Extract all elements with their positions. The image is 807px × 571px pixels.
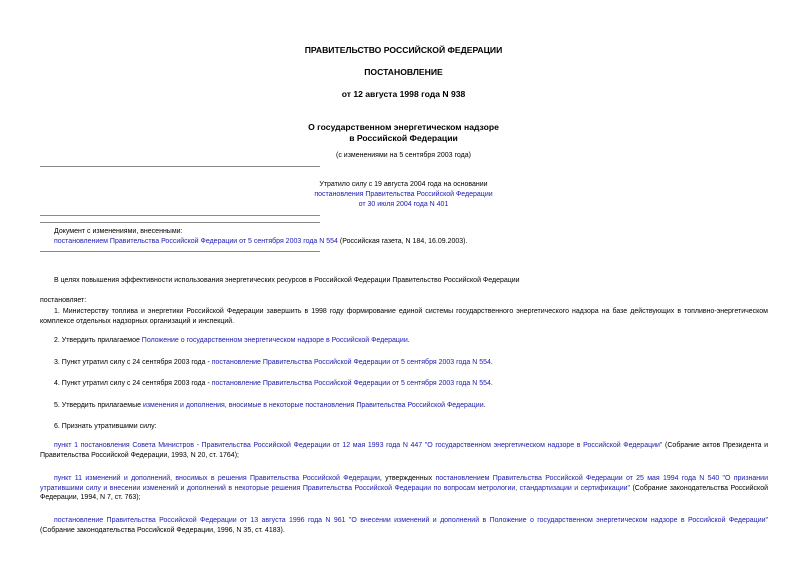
paragraph-2-link[interactable]: Положение о государственном энергетическом надзоре в Российской Федерации xyxy=(141,337,408,344)
repealed-item-2: пункт 11 изменений и дополнений, вносимых в решения Правительства Российской Федерации, утвержденных постановлением Правительства Российской Федерации от 25 мая 1994 года N 540 "О признании утратившими силу и внесении изменений и дополнений в некоторые решения Правительства Российской Федерации по вопросам метрологии, стандартизации и сертификации" (Собрание законодательства Российской Федерации, 1994, N 7, ст. 763); xyxy=(40,475,768,502)
lost-force-link-line1[interactable]: постановления Правительства Российской Федерации xyxy=(314,191,493,198)
repealed-item-3: постановление Правительства Российской Федерации от 13 августа 1996 года N 961 "О внесении изменений и дополнений в Положение о государственном энергетическом надзоре в Российской Федерации" (Собрание законодательства Российской Федерации, 1996, N 35, ст. 4183). xyxy=(40,517,768,534)
lost-force-line1: Утратило силу с 19 августа 2004 года на основании xyxy=(319,181,488,188)
repealed-item-2-link2[interactable]: постановлением Правительства Российской Федерации от 25 мая 1994 года N 540 "О признании утратившими силу и внесении изменений и дополнений в некоторые решения Правительства Российской Федерации по вопросам метрологии, стандартизации и сертификации" xyxy=(40,475,768,492)
doc-title-line1: О государственном энергетическом надзоре xyxy=(308,122,499,132)
org-title: ПРАВИТЕЛЬСТВО РОССИЙСКОЙ ФЕДЕРАЦИИ xyxy=(304,45,503,55)
repealed-item-1-link[interactable]: пункт 1 постановления Совета Министров - Правительства Российской Федерации от 12 мая 1993 года N 447 "О государственном энергетическом надзоре в Российской Федерации" xyxy=(54,442,663,449)
repealed-item-3-link[interactable]: постановление Правительства Российской Федерации от 13 августа 1996 года N 961 "О внесении изменений и дополнений в Положение о государственном энергетическом надзоре в Российской Федерации" xyxy=(54,517,768,524)
paragraph-5-link[interactable]: изменения и дополнения, вносимые в некоторые постановления Правительства Российской Федерации xyxy=(142,402,484,409)
repealed-item-2-link[interactable]: пункт 11 изменений и дополнений, вносимых в решения Правительства Российской Федерации xyxy=(54,475,380,482)
paragraph-1: 1. Министерству топлива и энергетики Российской Федерации завершить в 1998 году формирование единой системы государственного энергетического надзора на базе действующих в топливно-энергетическом комплексе отдельных надзорных организаций и инспекций. xyxy=(40,308,768,325)
paragraph-5: 5. Утвердить прилагаемые изменения и дополнения, вносимые в некоторые постановления Правительства Российской Федерации. xyxy=(54,402,486,409)
changes-tail: (Российская газета, N 184, 16.09.2003). xyxy=(337,238,468,245)
divider xyxy=(40,222,320,223)
paragraph-4-link[interactable]: постановление Правительства Российской Федерации от 5 сентября 2003 года N 554 xyxy=(211,380,491,387)
paragraph-3: 3. Пункт утратил силу с 24 сентября 2003 года - постановление Правительства Российской Федерации от 5 сентября 2003 года N 554. xyxy=(54,359,493,366)
repealed-item-1: пункт 1 постановления Совета Министров - Правительства Российской Федерации от 12 мая 1993 года N 447 "О государственном энергетическом надзоре в Российской Федерации" (Собрание актов Президента и Правительства Российской Федерации, 1993, N 20, ст. 1764); xyxy=(40,442,768,459)
divider xyxy=(40,215,320,216)
doc-title-line2: в Российской Федерации xyxy=(349,133,458,143)
intro-paragraph: В целях повышения эффективности использования энергетических ресурсов в Российской Федерации Правительство Российской Федерации xyxy=(54,277,520,284)
paragraph-6: 6. Признать утратившими силу: xyxy=(54,423,157,430)
changes-label: Документ с изменениями, внесенными: xyxy=(54,228,183,235)
changes-line xyxy=(54,237,774,246)
paragraph-4: 4. Пункт утратил силу с 24 сентября 2003 года - постановление Правительства Российской Федерации от 5 сентября 2003 года N 554. xyxy=(54,380,493,387)
decree-word: постановляет: xyxy=(40,297,87,304)
paragraph-3-link[interactable]: постановление Правительства Российской Федерации от 5 сентября 2003 года N 554 xyxy=(211,359,491,366)
divider xyxy=(40,166,320,167)
paragraph-2: 2. Утвердить прилагаемое Положение о государственном энергетическом надзоре в Российской Федерации. xyxy=(54,337,410,344)
lost-force-link-line2[interactable]: от 30 июля 2004 года N 401 xyxy=(358,201,449,208)
divider xyxy=(40,251,320,252)
amendment-note: (с изменениями на 5 сентября 2003 года) xyxy=(336,152,471,159)
doc-date-number: от 12 августа 1998 года N 938 xyxy=(341,89,466,99)
changes-link[interactable]: постановлением Правительства Российской Федерации от 5 сентября 2003 года N 554 xyxy=(54,238,338,245)
doc-type: ПОСТАНОВЛЕНИЕ xyxy=(364,67,443,77)
